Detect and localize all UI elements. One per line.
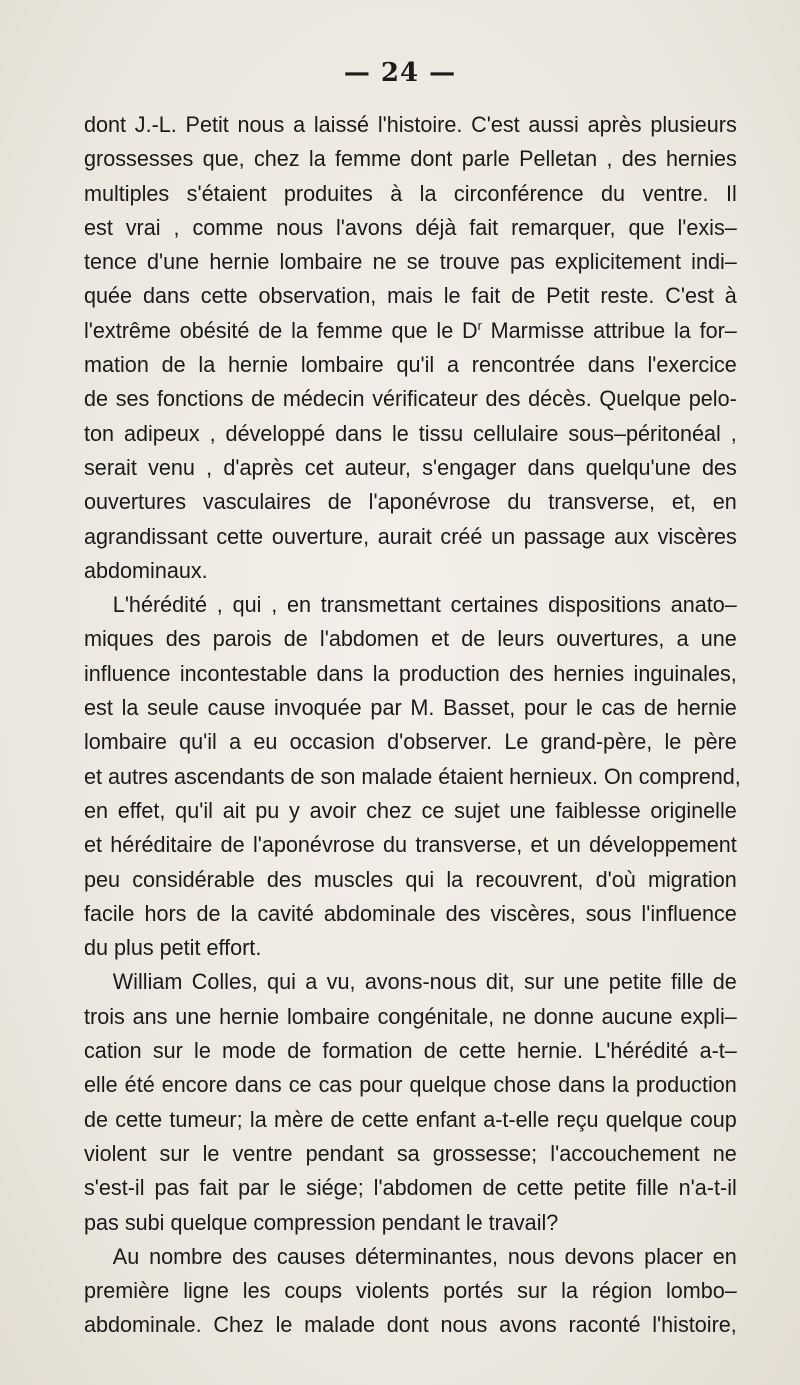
text-line: s'est-il pas fait par le siége; l'abdomen de cette petite fille n'a-t-il — [84, 1175, 737, 1201]
text-line: cation sur le mode de formation de cette hernie. L'hérédité a-t– — [84, 1038, 737, 1064]
text-line: elle été encore dans ce cas pour quelque chose dans la production — [84, 1072, 737, 1098]
text-line: et autres ascendants de son malade étaient hernieux. On comprend, — [84, 763, 741, 789]
text-line: dont J.-L. Petit nous a laissé l'histoire. C'est aussi après plusieurs — [84, 112, 737, 137]
paragraph-2 — [84, 588, 741, 965]
text-line: tence d'une hernie lombaire ne se trouve pas explicitement indi– — [84, 249, 737, 275]
text-line: première ligne les coups violents portés sur la région lombo– — [84, 1278, 737, 1304]
text-line: et héréditaire de l'aponévrose du transverse, et un développement — [84, 832, 737, 858]
text-line: est la seule cause invoquée par M. Basset, pour le cas de hernie — [84, 695, 737, 721]
page-number: — 24 — — [343, 58, 457, 88]
text-line: de ses fonctions de médecin vérificateur des décès. Quelque pelo- — [84, 386, 737, 412]
text-line: quée dans cette observation, mais le fait de Petit reste. C'est à — [84, 283, 737, 309]
paragraph-1 — [84, 108, 737, 588]
text-line: abdominale. Chez le malade dont nous avons raconté l'histoire, — [84, 1312, 737, 1338]
paragraph-4 — [84, 1240, 737, 1343]
text-line: L'hérédité , qui , en transmettant certaines dispositions anato– — [112, 592, 737, 618]
text-line: ton adipeux , développé dans le tissu cellulaire sous–péritonéal , — [84, 420, 737, 446]
superscript: r — [477, 317, 482, 333]
text-line: influence incontestable dans la production des hernies inguinales, — [84, 660, 737, 686]
paragraph-3 — [84, 965, 737, 1239]
text-line: William Colles, qui a vu, avons-nous dit, sur une petite fille de — [112, 969, 737, 995]
text-line-with-superscript — [84, 314, 737, 348]
body-text — [84, 108, 741, 1343]
text-line: multiples s'étaient produites à la circonférence du ventre. Il — [84, 180, 737, 206]
text-line: ouvertures vasculaires de l'aponévrose du transverse, et, en — [84, 489, 737, 515]
text-line: grossesses que, chez la femme dont parle Pelletan , des hernies — [84, 146, 737, 172]
text-line: peu considérable des muscles qui la recouvrent, d'où migration — [84, 866, 737, 892]
text-line: miques des parois de l'abdomen et de leurs ouvertures, a une — [84, 626, 737, 652]
text-line: mation de la hernie lombaire qu'il a rencontrée dans l'exercice — [84, 352, 737, 378]
text-line: violent sur le ventre pendant sa grossesse; l'accouchement ne — [84, 1140, 737, 1166]
text-line: facile hors de la cavité abdominale des viscères, sous l'influence — [84, 900, 737, 926]
text-line: serait venu , d'après cet auteur, s'engager dans quelqu'une des — [84, 454, 737, 480]
text-segment: l'extrême obésité de la femme que le D — [84, 317, 478, 343]
text-line: agrandissant cette ouverture, aurait créé un passage aux viscères — [84, 523, 737, 549]
text-line: de cette tumeur; la mère de cette enfant a-t-elle reçu quelque coup — [84, 1106, 737, 1132]
text-line: abdominaux. — [84, 557, 208, 583]
text-line: est vrai , comme nous l'avons déjà fait remarquer, que l'exis– — [84, 214, 737, 240]
text-line: en effet, qu'il ait pu y avoir chez ce sujet une faiblesse originelle — [84, 797, 737, 823]
text-line: du plus petit effort. — [84, 935, 262, 961]
text-line: pas subi quelque compression pendant le travail? — [84, 1209, 559, 1235]
text-line: lombaire qu'il a eu occasion d'observer. Le grand-père, le père — [84, 729, 737, 755]
text-line: Au nombre des causes déterminantes, nous devons placer en — [112, 1243, 737, 1269]
text-line: trois ans une hernie lombaire congénitale, ne donne aucune expli– — [84, 1003, 737, 1029]
text-segment: Marmisse attribue la for– — [481, 317, 737, 343]
